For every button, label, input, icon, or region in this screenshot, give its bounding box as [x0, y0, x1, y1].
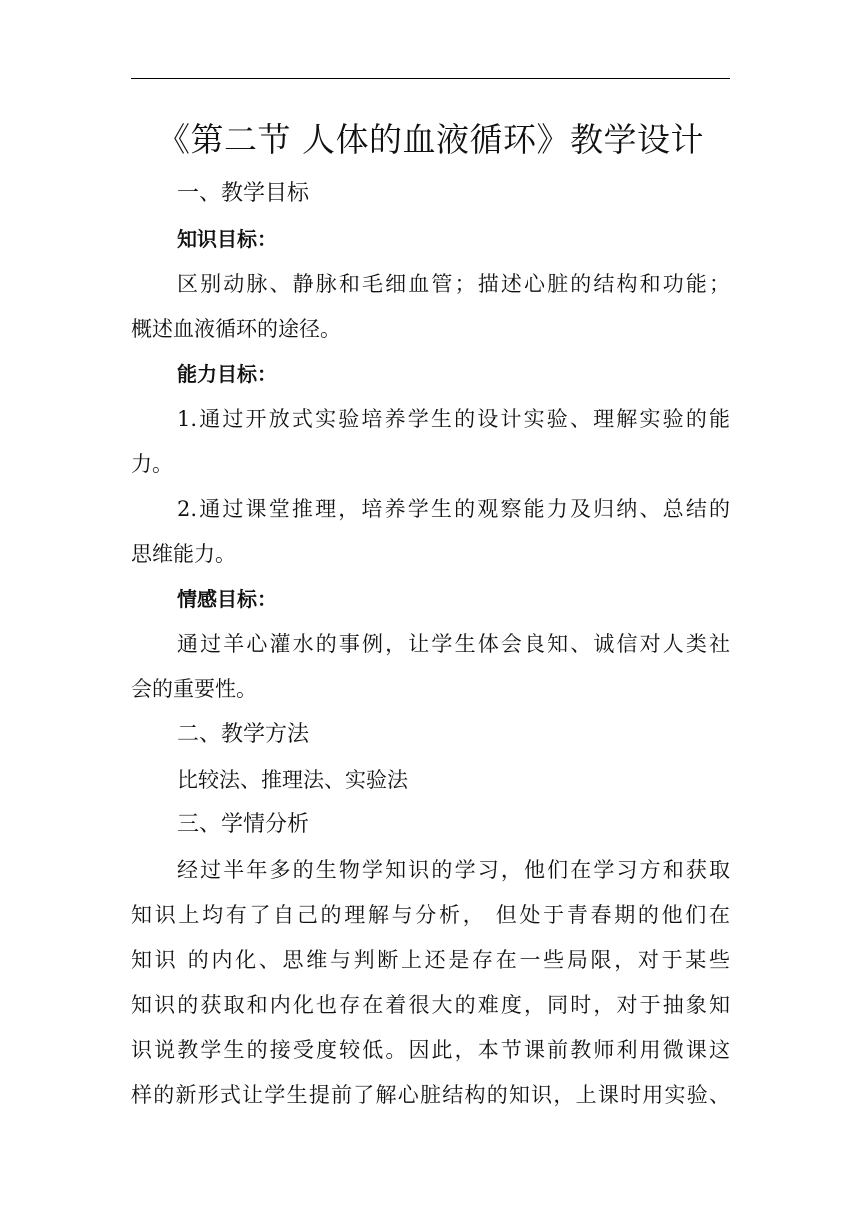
paragraph-line: 经过半年多的生物学知识的学习，他们在学习方和获取 — [177, 858, 730, 882]
paragraph-line: 知识上均有了自己的理解与分析， 但处于青春期的他们在 — [131, 903, 730, 927]
paragraph-line: 区别动脉、静脉和毛细血管；描述心脏的结构和功能； — [177, 272, 730, 296]
paragraph-line: 2.通过课堂推理，培养学生的观察能力及归纳、总结的 — [177, 497, 730, 521]
knowledge-goals-label: 知识目标： — [177, 227, 277, 251]
paragraph-line: 知识的获取和内化也存在着很大的难度，同时，对于抽象知 — [131, 993, 730, 1017]
paragraph-line: 思维能力。 — [131, 542, 236, 566]
paragraph-line: 概述血液循环的途径。 — [131, 317, 341, 341]
document-title: 《第二节 人体的血液循环》教学设计 — [157, 120, 704, 159]
paragraph-line: 识说教学生的接受度较低。因此，本节课前教师利用微课这 — [131, 1038, 730, 1062]
section-heading-analysis: 三、学情分析 — [177, 812, 310, 837]
ability-goals-label: 能力目标： — [177, 362, 277, 386]
paragraph-line: 力。 — [131, 452, 173, 476]
header-rule — [131, 78, 730, 79]
section-heading-objectives: 一、教学目标 — [177, 181, 310, 206]
paragraph-line: 会的重要性。 — [131, 677, 257, 701]
paragraph-line: 样的新形式让学生提前了解心脏结构的知识，上课时用实验、 — [131, 1083, 730, 1107]
section-heading-methods: 二、教学方法 — [177, 722, 310, 747]
paragraph-line: 通过羊心灌水的事例，让学生体会良知、诚信对人类社 — [177, 632, 730, 656]
paragraph-line: 1.通过开放式实验培养学生的设计实验、理解实验的能 — [177, 407, 730, 431]
paragraph-line: 知识 的内化、思维与判断上还是存在一些局限，对于某些 — [131, 948, 730, 972]
emotion-goals-label: 情感目标： — [177, 587, 277, 611]
paragraph-line: 比较法、推理法、实验法 — [177, 768, 408, 792]
